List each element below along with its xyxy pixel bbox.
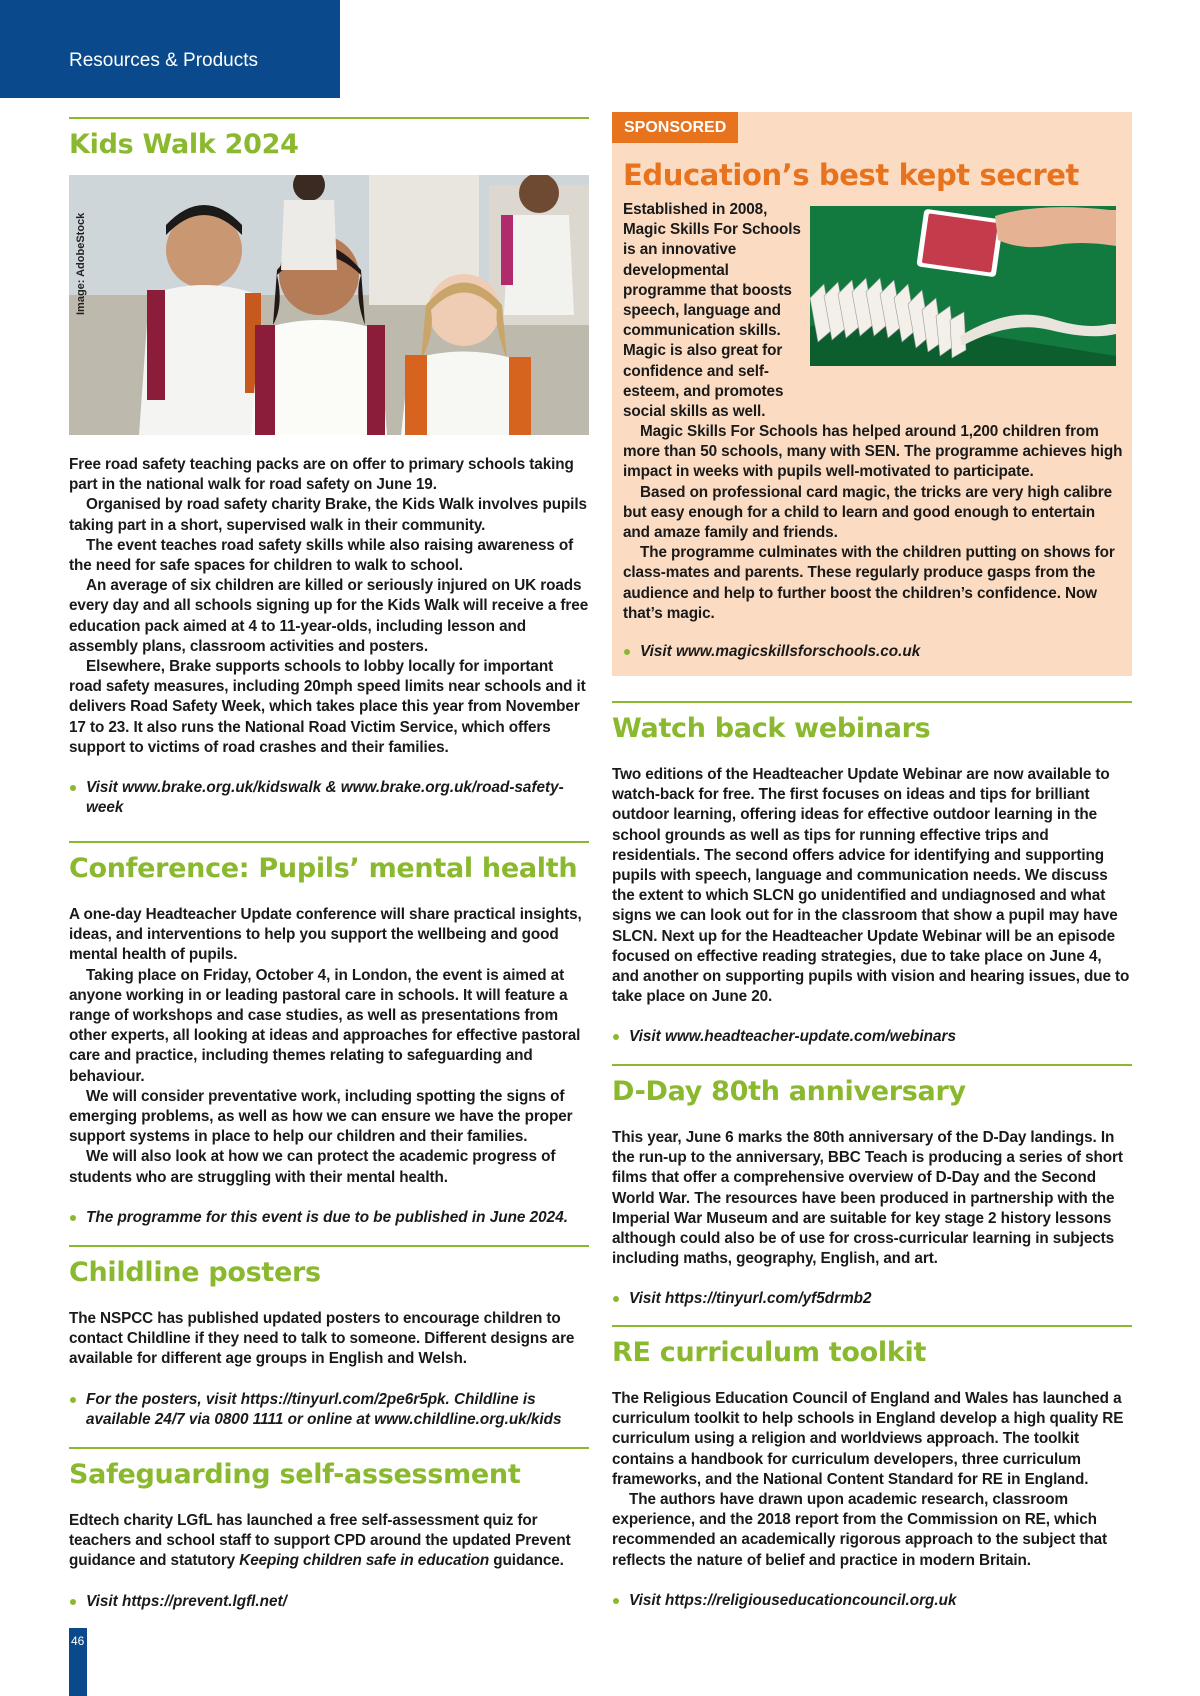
re-toolkit-link[interactable]: Visit https://religiouseducationcouncil.org.uk: [612, 1591, 1132, 1611]
paragraph: The authors have drawn upon academic research, classroom experience, and the 2018 report from the Commission on RE, which recommended an academically rigorous approach to the subject that reflects the nature of belief and practice in modern Britain.: [612, 1491, 1108, 1569]
children-walking-photo: [69, 175, 589, 435]
paragraph: The programme culminates with the children putting on shows for class-mates and parents. These regularly produce gasps from the audience and help to further boost the children’s confidence. Now that’s magic.: [623, 544, 1115, 622]
safeguarding-link[interactable]: Visit https://prevent.lgfl.net/: [69, 1592, 589, 1612]
paragraph: The NSPCC has published updated posters to encourage children to contact Childline if they need to talk to someone. Different designs are available for different age groups in English and Welsh.: [69, 1310, 575, 1368]
webinars-section: [612, 701, 1132, 1048]
childline-link[interactable]: For the posters, visit https://tinyurl.com/2pe6r5pk. Childline is available 24/7 via 0800 1111 or online at www.childline.org.uk/kids: [69, 1390, 589, 1430]
intro-line: social skills as well.: [623, 403, 766, 421]
conference-body: [69, 905, 589, 1188]
intro-line: is an innovative: [623, 241, 737, 259]
kids-walk-section: [69, 117, 589, 818]
intro-line: Magic Skills For Schools: [623, 221, 801, 239]
intro-line: Established in 2008,: [623, 201, 768, 218]
paragraph: We will also look at how we can protect the academic progress of students who are struggling with their mental health.: [69, 1148, 556, 1186]
sponsored-title: Education’s best kept secret: [623, 158, 1080, 192]
re-toolkit-title: RE curriculum toolkit: [612, 1337, 927, 1368]
childline-title: Childline posters: [69, 1257, 321, 1288]
dday-section: [612, 1064, 1132, 1310]
dday-title: D-Day 80th anniversary: [612, 1076, 966, 1107]
paragraph: Elsewhere, Brake supports schools to lobby locally for important road safety measures, including 20mph speed limits near schools and it delivers Road Safety Week, which takes place this year from November 17 to 23. It also runs the National Road Victim Service, which offers support to victims of road crashes and their families.: [69, 658, 586, 756]
publication-title: Keeping children safe in education: [239, 1552, 490, 1570]
conference-title: Conference: Pupils’ mental health: [69, 853, 578, 884]
intro-line: developmental: [623, 261, 729, 279]
sponsored-tag: SPONSORED: [612, 112, 738, 143]
paragraph: Magic Skills For Schools has helped around 1,200 children from more than 50 schools, many with SEN. The programme achieves high impact in weeks with pupils well-motivated to participate.: [623, 423, 1123, 481]
paragraph: The Religious Education Council of England and Wales has launched a curriculum toolkit to help schools in England develop a high quality RE curriculum using a religion and worldviews approach. The toolkit contains a handbook for curriculum developers, three curriculum frameworks, and the National Content Standard for RE in England.: [612, 1390, 1124, 1488]
section-label: Resources & Products: [69, 50, 259, 71]
re-toolkit-section: [612, 1325, 1132, 1611]
safeguarding-title: Safeguarding self-assessment: [69, 1459, 521, 1490]
childline-section: [69, 1245, 589, 1430]
paragraph: Based on professional card magic, the tricks are very high calibre but easy enough for a child to learn and good enough to entertain and amaze family and friends.: [623, 483, 1113, 542]
webinars-title: Watch back webinars: [612, 713, 931, 744]
intro-line: Magic is also great for: [623, 342, 783, 360]
paragraph: This year, June 6 marks the 80th anniversary of the D-Day landings. In the run-up to the anniversary, BBC Teach is producing a series of short films that offer a comprehensive overview of D-Day and the Second World War. The resources have been produced in partnership with the Imperial War Museum and are suitable for key stage 2 history lessons although could also be of use for cross-curricular learning in subjects including maths, geography, English, and art.: [612, 1129, 1123, 1268]
dday-body: [612, 1128, 1132, 1269]
safeguarding-body: [69, 1511, 589, 1572]
paragraph: We will consider preventative work, including spotting the signs of emerging problems, as well as how we can ensure we have the proper support systems in place to help our children and their families.: [69, 1087, 573, 1146]
text-span: guidance.: [489, 1552, 564, 1570]
paragraph: An average of six children are killed or seriously injured on UK roads every day and all schools signing up for the Kids Walk will receive a free education pack aimed at 4 to 11-year-olds, including lesson and assembly plans, classroom activities and posters.: [69, 577, 589, 655]
childline-body: [69, 1309, 589, 1370]
paragraph: Two editions of the Headteacher Update Webinar are now available to watch-back for free. The first focuses on ideas and tips for brilliant outdoor learning, offering ideas for effective outdoor learning in the school grounds as well as tips for running effective trips and residentials. The second offers advice for identifying and supporting pupils with speech, language and communication needs. We discuss the extent to which SLCN go unidentified and undiagnosed and what signs we can look out for in the classroom that show a pupil may have SLCN. Next up for the Headteacher Update Webinar will be an episode focused on effective reading strategies, due to take place on June 4, and another on supporting pupils with vision and hearing issues, due to take place on June 20.: [612, 766, 1130, 1006]
intro-line: speech, language and: [623, 302, 781, 320]
paragraph: A one-day Headteacher Update conference will share practical insights, ideas, and interventions to help you support the wellbeing and good mental health of pupils.: [69, 906, 582, 964]
paragraph: The event teaches road safety skills while also raising awareness of the need for safe spaces for children to walk to school.: [69, 536, 574, 575]
webinars-link[interactable]: Visit www.headteacher-update.com/webinars: [612, 1027, 1132, 1047]
kids-walk-title: Kids Walk 2024: [69, 129, 299, 160]
paragraph: [69, 1511, 589, 1572]
paragraph: Free road safety teaching packs are on offer to primary schools taking part in the national walk for road safety on June 19.: [69, 456, 574, 494]
left-column: [69, 0, 589, 1696]
intro-line: programme that boosts: [623, 281, 792, 299]
paragraph: Organised by road safety charity Brake, the Kids Walk involves pupils taking part in a short, supervised walk in their community.: [69, 496, 587, 534]
safeguarding-section: [69, 1447, 589, 1612]
paragraph: Taking place on Friday, October 4, in London, the event is aimed at anyone working in or leading pastoral care in schools. It will feature a range of workshops and case studies, as well as presentations from other experts, all looking at ideas and approaches for effective pastoral care and practice, including themes relating to safeguarding and behaviour.: [69, 966, 581, 1085]
dday-link[interactable]: Visit https://tinyurl.com/yf5drmb2: [612, 1289, 1132, 1309]
right-column: [612, 0, 1132, 1696]
intro-line: confidence and self-: [623, 362, 769, 380]
page-number: 46: [71, 1634, 85, 1648]
intro-line: communication skills.: [623, 322, 781, 340]
kids-walk-body: [69, 455, 589, 758]
webinars-body: [612, 765, 1132, 1007]
conference-note: The programme for this event is due to be published in June 2024.: [69, 1208, 589, 1228]
re-toolkit-body: [612, 1389, 1132, 1571]
children-illustration: [69, 175, 589, 435]
conference-section: [69, 841, 589, 1228]
kids-walk-link[interactable]: Visit www.brake.org.uk/kidswalk & www.brake.org.uk/road-safety-week: [69, 778, 589, 818]
photo-credit: Image: AdobeStock: [75, 212, 87, 315]
sponsored-link[interactable]: Visit www.magicskillsforschools.co.uk: [623, 642, 1123, 662]
intro-line: esteem, and promotes: [623, 382, 784, 400]
text-span: Edtech charity LGfL has launched a free self-assessment quiz for teachers and school staff to support CPD around the updated Prevent guidance and statutory: [69, 1512, 571, 1570]
